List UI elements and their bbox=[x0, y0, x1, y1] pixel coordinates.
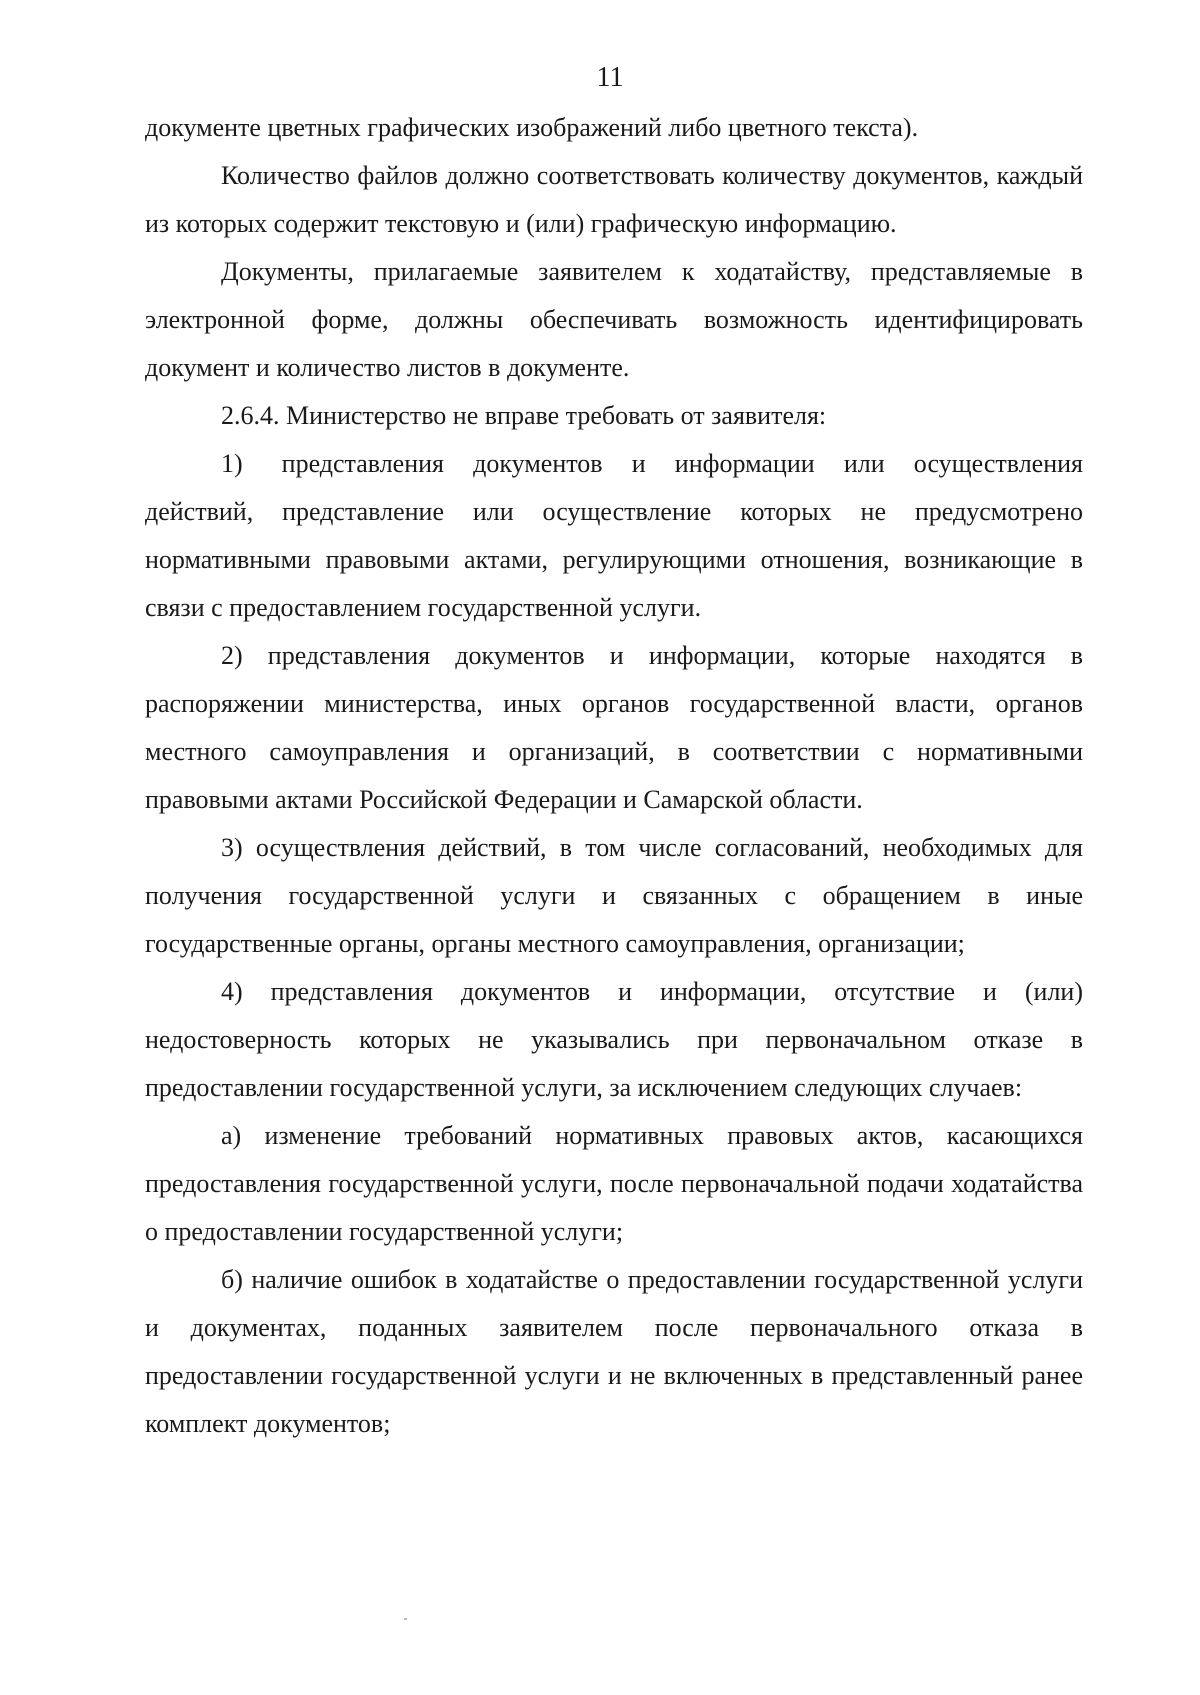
list-item-4: 4) представления документов и информации, отсутствие и (или) недостоверность которых не указывались при первоначальном отказе в предоставлении государственной услуги, за исключением следующих случаев: bbox=[145, 977, 1083, 1102]
document-body bbox=[145, 104, 1083, 1448]
paragraph-section-2-6-4: 2.6.4. Министерство не вправе требовать от заявителя: bbox=[221, 401, 827, 430]
paragraph-continuation: документе цветных графических изображений либо цветного текста). bbox=[145, 113, 919, 142]
sub-item-a: а) изменение требований нормативных правовых актов, касающихся предоставления государственной услуги, после первоначальной подачи ходатайства о предоставлении государственной услуги; bbox=[145, 1121, 1083, 1246]
paragraph-electronic-documents: Документы, прилагаемые заявителем к ходатайству, представляемые в электронной форме, должны обеспечивать возможность идентифицировать документ и количество листов в документе. bbox=[145, 257, 1083, 382]
paragraph-file-count: Количество файлов должно соответствовать количеству документов, каждый из которых содержит текстовую и (или) графическую информацию. bbox=[145, 161, 1083, 238]
scan-speck bbox=[404, 1618, 407, 1620]
list-item-2: 2) представления документов и информации, которые находятся в распоряжении министерства, иных органов государственной власти, органов местного самоуправления и организаций, в соответствии с нормативными правовыми актами Российской Федерации и Самарской области. bbox=[145, 641, 1083, 814]
list-item-3: 3) осуществления действий, в том числе согласований, необходимых для получения государственной услуги и связанных с обращением в иные государственные органы, органы местного самоуправления, организации; bbox=[145, 833, 1083, 958]
sub-item-b: б) наличие ошибок в ходатайстве о предоставлении государственной услуги и документах, поданных заявителем после первоначального отказа в предоставлении государственной услуги и не включенных в представленный ранее комплект документов; bbox=[145, 1265, 1083, 1438]
list-item-1: 1) представления документов и информации или осуществления действий, представление или осуществление которых не предусмотрено нормативными правовыми актами, регулирующими отношения, возникающие в связи с предоставлением государственной услуги. bbox=[145, 449, 1083, 622]
page-number: 11 bbox=[596, 62, 624, 93]
